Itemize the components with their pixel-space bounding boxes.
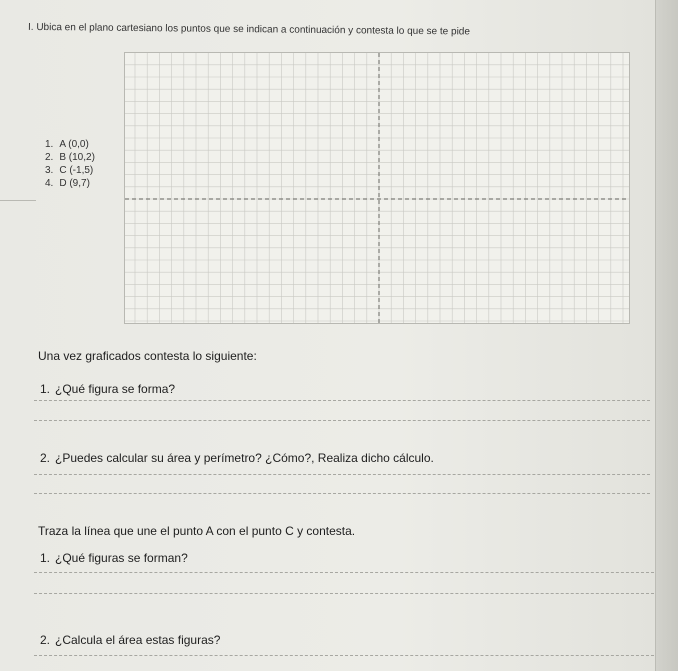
answer-line[interactable] — [34, 493, 650, 494]
margin-line — [0, 200, 36, 201]
question-text: ¿Qué figuras se forman? — [55, 551, 188, 565]
question-text: ¿Calcula el área estas figuras? — [55, 633, 221, 647]
section-heading: Una vez graficados contesta lo siguiente: — [38, 349, 257, 363]
point-number: 2. — [45, 152, 54, 163]
point-label: B (10,2) — [59, 152, 95, 163]
question-4 — [40, 633, 220, 647]
point-item — [45, 138, 95, 151]
answer-line[interactable] — [34, 572, 654, 573]
page-edge — [655, 0, 678, 671]
question-3 — [40, 551, 188, 565]
cartesian-plane[interactable] — [124, 52, 630, 324]
answer-line[interactable] — [34, 400, 650, 401]
question-2 — [40, 451, 434, 465]
question-number: 2. — [40, 451, 51, 465]
point-number: 1. — [45, 139, 54, 150]
instruction-text: I. Ubica en el plano cartesiano los puntos que se indican a continuación y contesta lo que se te pide — [27, 21, 471, 38]
section-heading: Traza la línea que une el punto A con el punto C y contesta. — [38, 524, 356, 538]
point-item — [45, 151, 95, 164]
point-item — [45, 177, 95, 190]
question-text: ¿Puedes calcular su área y perímetro? ¿Cómo?, Realiza dicho cálculo. — [55, 451, 434, 465]
answer-line[interactable] — [34, 474, 650, 475]
grid-svg[interactable] — [125, 53, 629, 323]
point-item — [45, 164, 95, 177]
point-number: 3. — [45, 165, 54, 176]
point-label: A (0,0) — [59, 139, 89, 150]
question-number: 1. — [40, 551, 51, 565]
points-list — [45, 138, 95, 190]
answer-line[interactable] — [34, 593, 654, 594]
answer-line[interactable] — [34, 655, 654, 656]
answer-line[interactable] — [34, 420, 650, 421]
question-number: 2. — [40, 633, 51, 647]
point-number: 4. — [45, 178, 54, 189]
question-text: ¿Qué figura se forma? — [55, 382, 176, 396]
point-label: C (-1,5) — [59, 165, 94, 176]
question-1 — [40, 382, 175, 396]
point-label: D (9,7) — [59, 178, 90, 189]
question-number: 1. — [40, 382, 51, 396]
